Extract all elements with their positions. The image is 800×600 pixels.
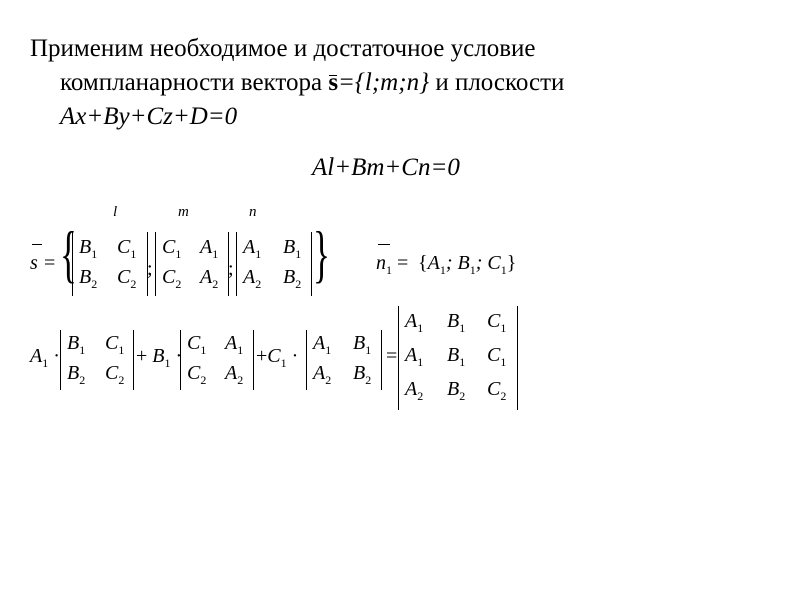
term2-coef: + $B_1$ · <box>136 345 183 370</box>
det-m: $C_1$ $A_1$ $C_2$ $A_2$ <box>155 232 229 296</box>
sep-2: ; <box>228 258 234 280</box>
det-n: $A_1$ $B_1$ $A_2$ $B_2$ <box>236 232 312 296</box>
formula-s-lhs: s <box>30 252 38 274</box>
label-l: l <box>113 204 118 220</box>
intro-line-2-prefix: компланарности вектора <box>60 69 329 96</box>
det-l: $B_1$ $C_1$ $B_2$ $C_2$ <box>72 232 148 296</box>
intro-line-2-suffix: и плоскости <box>429 69 565 96</box>
term2-det: $C_1$ $A_1$ $C_2$ $A_2$ <box>180 330 254 390</box>
left-brace: { <box>60 218 77 289</box>
term3-det: $A_1$ $B_1$ $A_2$ $B_2$ <box>306 330 382 390</box>
term3-coef: $+C_1$ · <box>256 345 299 370</box>
term1-det: $B_1$ $C_1$ $B_2$ $C_2$ <box>60 330 134 390</box>
formula-n1-lhs: $n_1$ = <box>376 252 409 277</box>
vector-s: s <box>328 69 339 96</box>
vector-s-components: ={l;m;n} <box>338 69 430 96</box>
det-3x3: $A_1$ $B_1$ $C_1$ $A_1$ $B_1$ $C_1$ $A_2$ $B_2$ $C_2$ <box>398 306 518 410</box>
intro-line-2 <box>30 66 564 100</box>
coplanarity-equation: Al+Bm+Cn=0 <box>312 154 460 181</box>
plane-equation: Ax+By+Cz+D=0 <box>60 103 238 130</box>
sep-1: ; <box>147 258 153 280</box>
right-brace: } <box>313 218 330 289</box>
intro-paragraph <box>30 32 564 134</box>
equals-sign: = <box>386 345 398 367</box>
intro-line-1: Применим необходимое и достаточное условие <box>30 35 536 62</box>
label-m: m <box>178 204 189 220</box>
formula-n1-rhs: {$A_1$; $B_1$; $C_1$} <box>418 252 517 277</box>
term1-coef: $A_1$ · <box>30 345 60 370</box>
label-n: n <box>249 204 257 220</box>
formula-s-eq: = <box>44 252 56 274</box>
